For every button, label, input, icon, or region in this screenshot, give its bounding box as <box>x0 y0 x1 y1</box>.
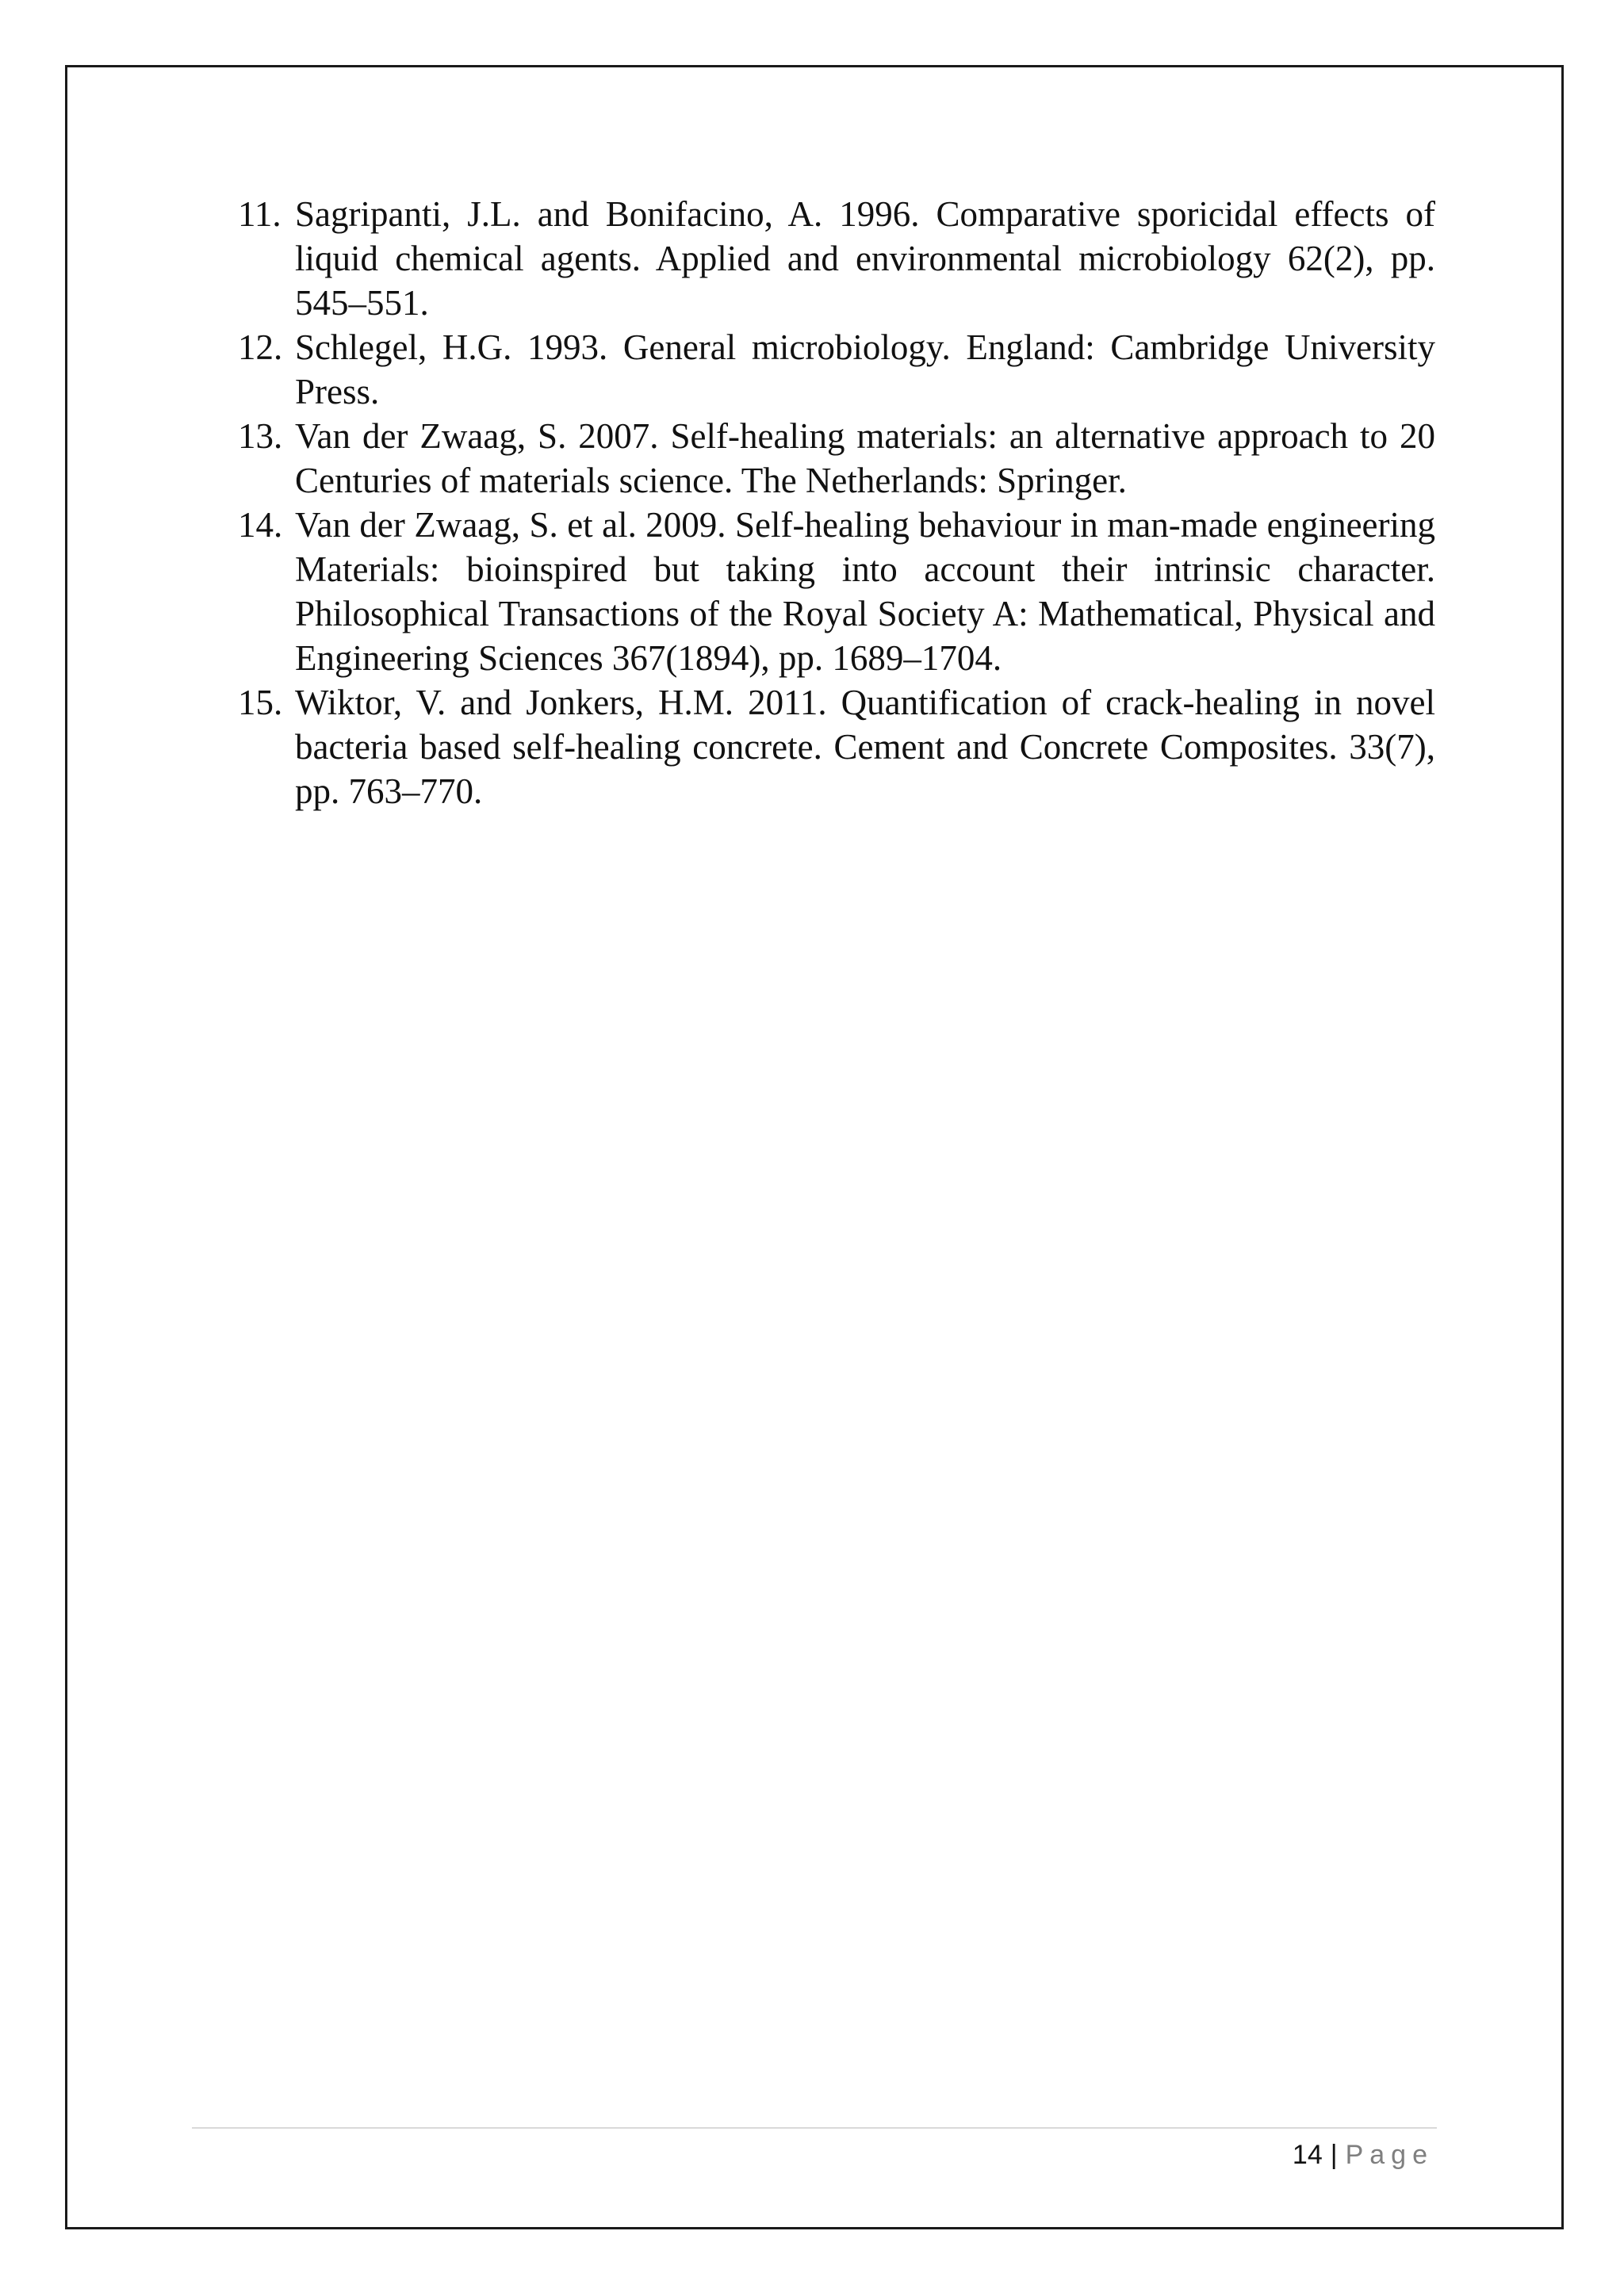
reference-text: Schlegel, H.G. 1993. General microbiology. England: Cambridge University Press. <box>295 327 1435 411</box>
reference-text: Sagripanti, J.L. and Bonifacino, A. 1996. Comparative sporicidal effects of liquid chemical agents. Applied and environmental microbiology 62(2), pp. 545–551. <box>295 194 1435 323</box>
page-number: 14 <box>1292 2140 1323 2170</box>
reference-number: 13. <box>238 416 283 456</box>
reference-number: 14. <box>238 505 283 545</box>
reference-item <box>238 503 1435 680</box>
reference-item <box>238 414 1435 503</box>
reference-number: 12. <box>238 327 283 367</box>
reference-number: 15. <box>238 683 283 722</box>
footer-divider <box>192 2127 1437 2129</box>
reference-text: Wiktor, V. and Jonkers, H.M. 2011. Quantification of crack-healing in novel bacteria based self-healing concrete. Cement and Concrete Composites. 33(7), pp. 763–770. <box>295 683 1435 811</box>
footer-separator: | <box>1330 2140 1338 2170</box>
reference-item <box>238 325 1435 414</box>
reference-item <box>238 192 1435 325</box>
reference-text: Van der Zwaag, S. et al. 2009. Self-healing behaviour in man-made engineering Materials: bioinspired but taking into account their intrinsic character. Philosophical Transactions of the Royal Society A: Mathematical, Physical and Engineering Sciences 367(1894), pp. 1689–1704. <box>295 505 1435 678</box>
reference-item <box>238 680 1435 813</box>
reference-number: 11. <box>238 194 282 234</box>
page-footer <box>1293 2137 1434 2172</box>
reference-text: Van der Zwaag, S. 2007. Self-healing materials: an alternative approach to 20 Centuries of materials science. The Netherlands: Springer. <box>295 416 1435 500</box>
reference-list <box>238 192 1435 813</box>
page-label: Page <box>1345 2140 1434 2170</box>
